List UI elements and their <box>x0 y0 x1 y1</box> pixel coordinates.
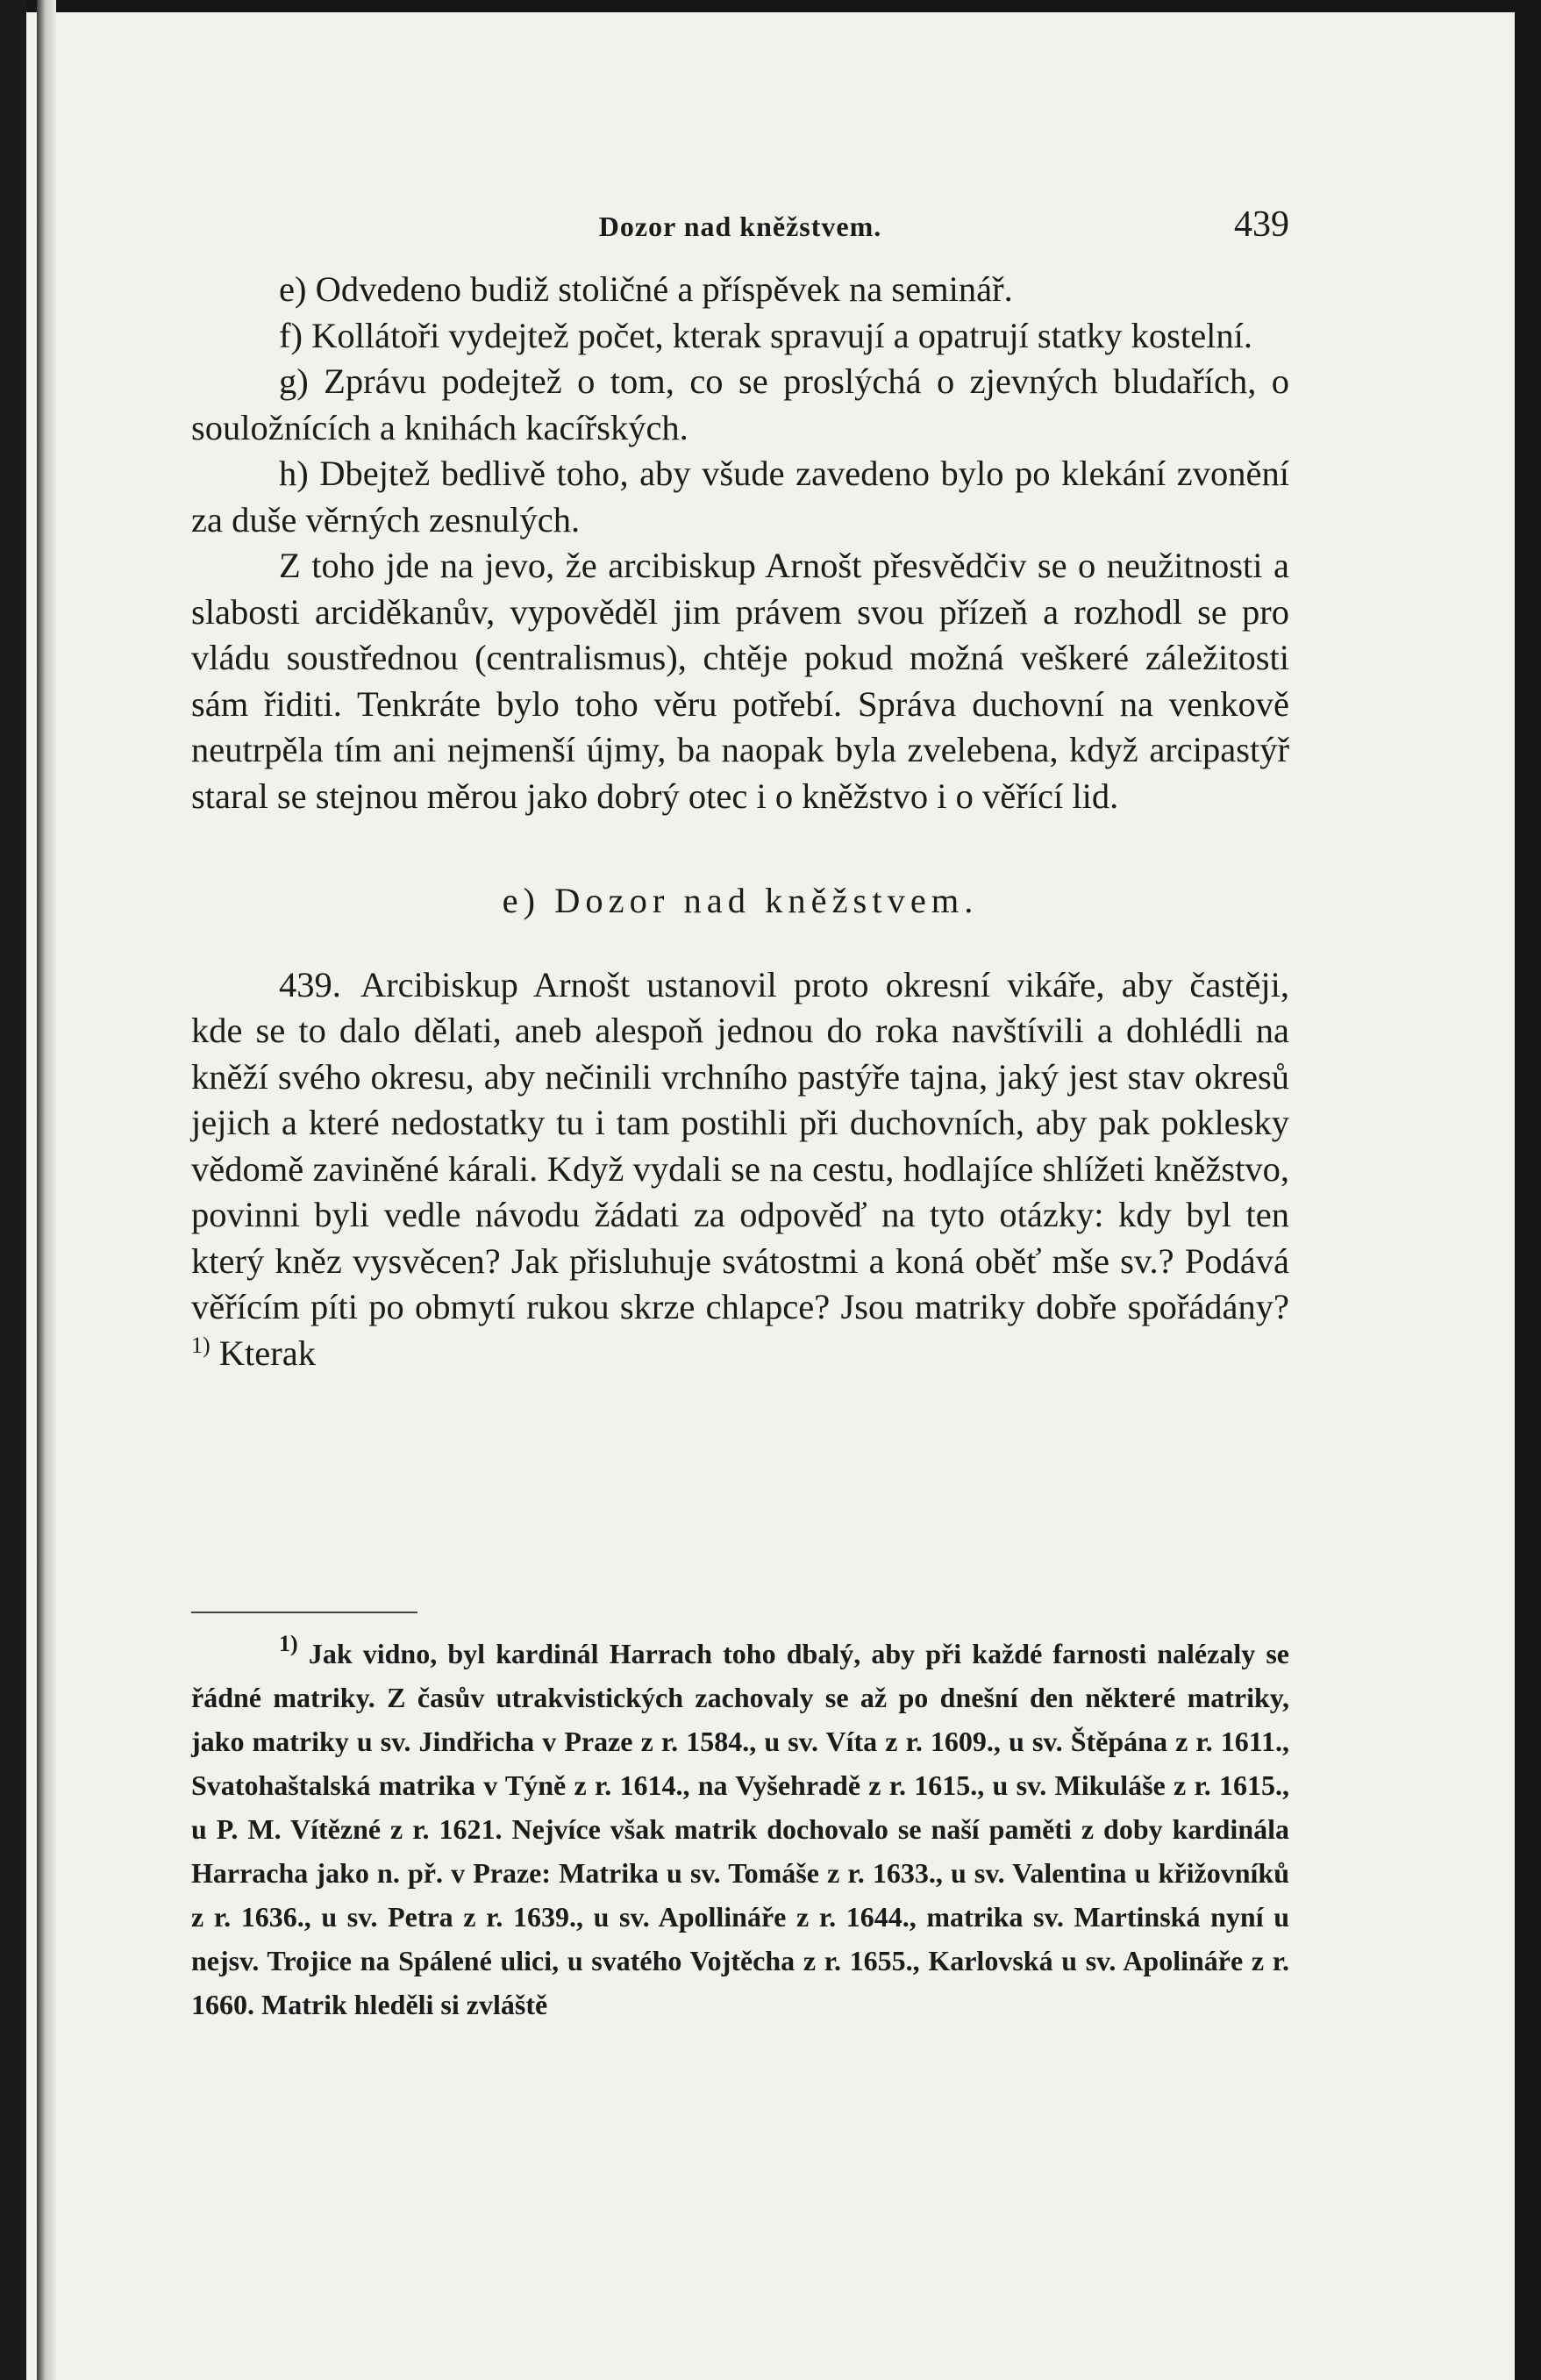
list-item-f: f) Kollátoři vydejtež počet, kterak spravují a opatrují statky kostelní. <box>279 315 1253 355</box>
section-number: 439. <box>279 964 341 1004</box>
footnote <box>191 1632 1289 2026</box>
body-text <box>191 267 1289 1376</box>
scan-border-right <box>1515 0 1541 2380</box>
paragraph-vicars-continuation: Kterak <box>218 1333 316 1373</box>
footnote-divider <box>191 1612 417 1613</box>
list-item-e: e) Odvedeno budiž stoličné a příspěvek na seminář. <box>279 269 1013 309</box>
footnote-text <box>191 1632 1289 2026</box>
footnote-body: Jak vidno, byl kardinál Harrach toho dbalý, aby při každé farnosti nalézaly se řádné matriky. Z časův utrakvistických zachovaly se až po dnešní den některé matriky, jako matriky u sv. Jindřicha v Praze z r. 1584., u sv. Víta z r. 1609., u sv. Štěpána z r. 1611., Svatohaštalská matrika v Týně z r. 1614., na Vyšehradě z r. 1615., u sv. Mikuláše z r. 1615., u P. M. Vítězné z r. 1621. Nejvíce však matrik dochovalo se naší paměti z doby kardinála Harracha jako n. př. v Praze: Matrika u sv. Tomáše z r. 1633., u sv. Valentina u křižovníků z r. 1636., u sv. Petra z r. 1639., u sv. Apollináře z r. 1644., matrika sv. Martinská nyní u nejsv. Trojice na Spálené ulici, u svatého Vojtěcha z r. 1655., Karlovská u sv. Apolináře z r. 1660. Matrik hleděli si zvláště <box>191 1638 1290 2020</box>
running-head <box>191 204 1289 256</box>
footnote-reference[interactable]: 1) <box>191 1332 210 1358</box>
page-gutter-shadow <box>37 0 56 2380</box>
scan-border-left <box>0 0 26 2380</box>
list-item-h: h) Dbejtež bedlivě toho, aby všude zavedeno bylo po klekání zvonění za duše věrných zesnulých. <box>191 454 1289 540</box>
footnote-marker: 1) <box>279 1631 298 1656</box>
section-heading: e) Dozor nad kněžstvem. <box>502 881 979 920</box>
scan-border-top <box>0 0 1541 12</box>
running-title: Dozor nad kněžstvem. <box>598 211 882 242</box>
paragraph-vicars <box>191 962 1289 1377</box>
list-item-g: g) Zprávu podejtež o tom, co se proslýchá o zjevných bludařích, o souložnících a knihách kacířských. <box>191 361 1289 447</box>
paragraph-vicars-text: Arcibiskup Arnošt ustanovil proto okresní vikáře, aby častěji, kde se to dalo dělati, aneb alespoň jednou do roka navštívili a dohlédli na kněží svého okresu, aby nečinili vrchního pastýře tajna, jaký jest stav okresů jejich a které nedostatky tu i tam postihli při duchovních, aby pak poklesky vědomě zaviněné kárali. Když vydali se na cestu, hodlajíce shlížeti kněžstvo, povinni byli vedle návodu žádati za odpověď na tyto otázky: kdy byl ten který kněz vysvěcen? Jak přisluhuje svátostmi a koná oběť mše sv.? Podává věřícím píti po obmytí rukou skrze chlapce? Jsou matriky dobře spořádány? <box>191 964 1289 1326</box>
page-number: 439 <box>1234 204 1289 245</box>
paragraph-archbishop-centralism: Z toho jde na jevo, že arcibiskup Arnošt přesvědčiv se o neužitnosti a slabosti arciděkanův, vypověděl jim právem svou přízeň a rozhodl se pro vládu soustřednou (centralismus), chtěje pokud možná veškeré záležitosti sám řiditi. Tenkráte bylo toho věru potřebí. Správa duchovní na venkově neutrpěla tím ani nejmenší újmy, ba naopak byla zvelebena, když arcipastýř staral se stejnou měrou jako dobrý otec i o kněžstvo i o věřící lid. <box>191 546 1289 816</box>
